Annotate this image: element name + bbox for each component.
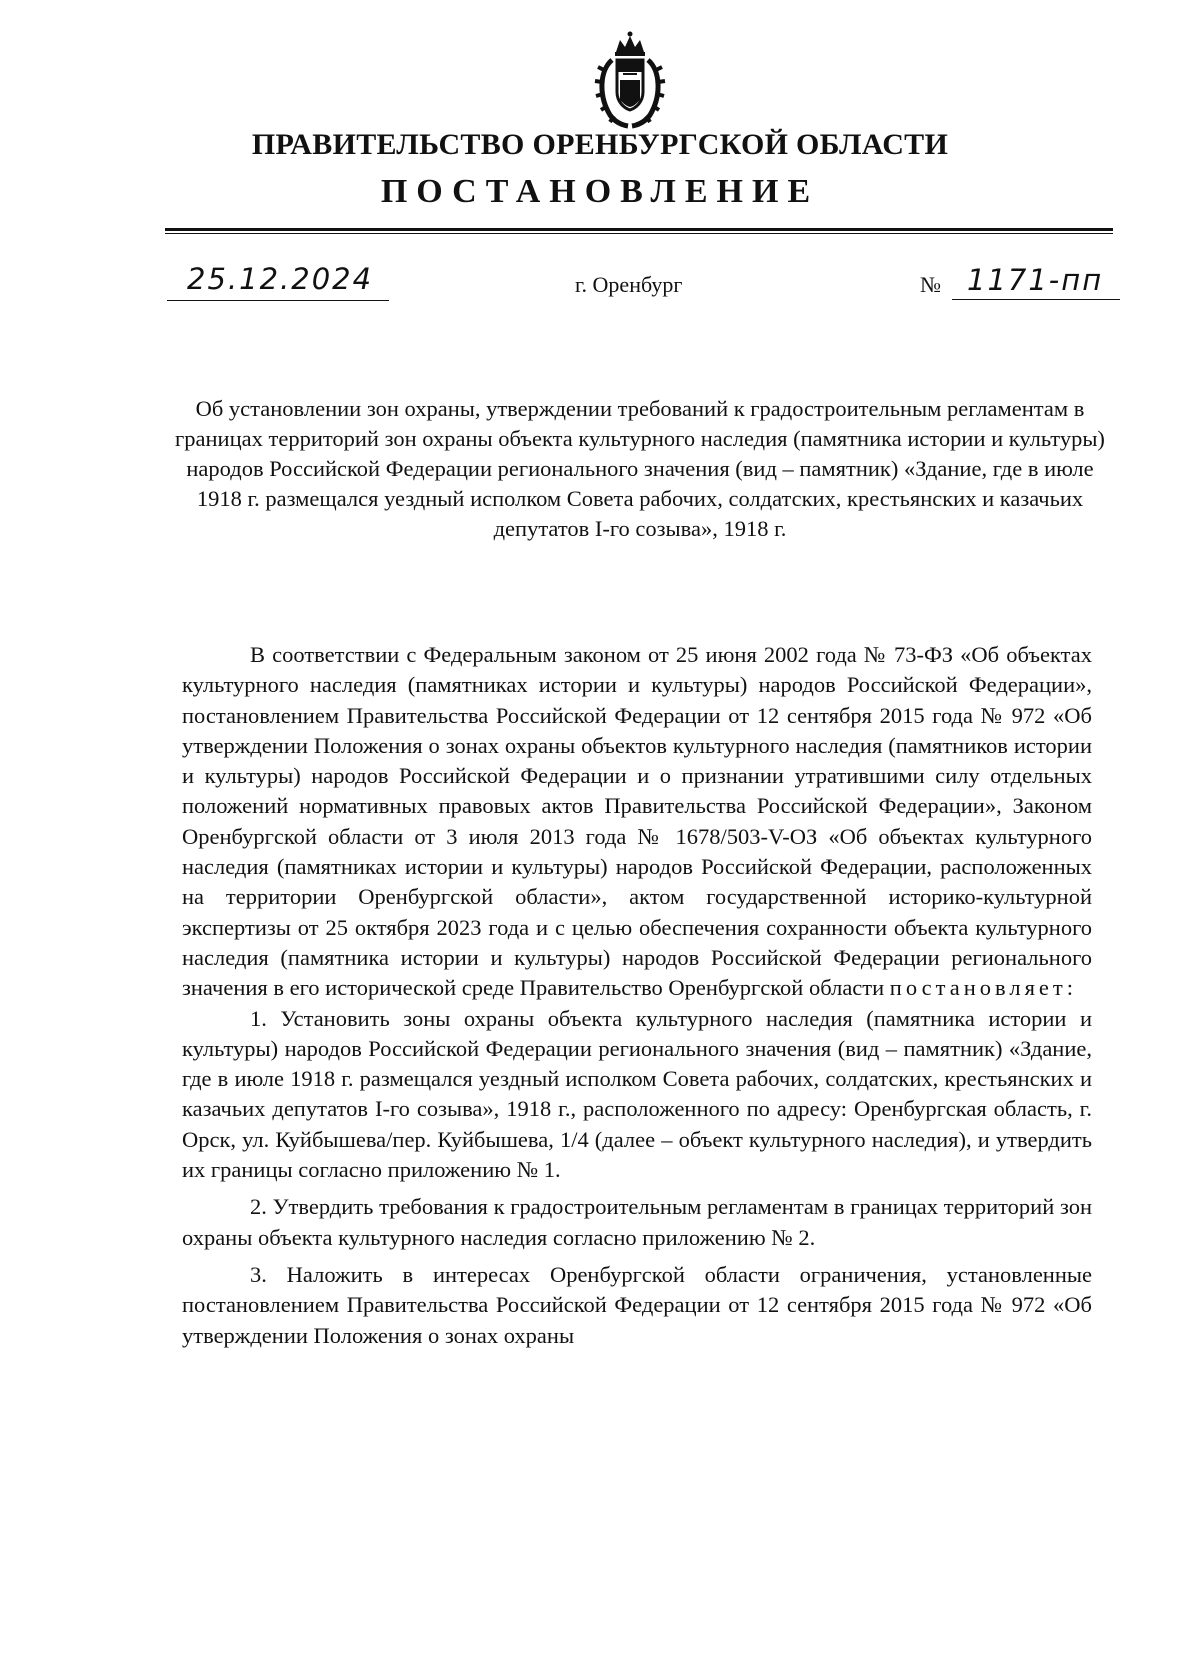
coat-of-arms-icon: [590, 30, 670, 130]
clause-1: 1. Установить зоны охраны объекта культурного наследия (памятника истории и культуры) народов Российской Федерации регионального значения (вид – памятник) «Здание, где в июле 1918 г. размещался уездный исполком Совета рабочих, солдатских, крестьянских и казачьих депутатов I-го созыва», 1918 г., расположенного по адресу: Оренбургская область, г. Орск, ул. Куйбышева/пер. Куйбышева, 1/4 (далее – объект культурного наследия), и утвердить их границы согласно приложению № 1.: [182, 1005, 1092, 1183]
header-rule: [165, 228, 1113, 231]
clause-2: 2. Утвердить требования к градостроительным регламентам в границах территорий зон охраны объекта культурного наследия согласно приложению № 2.: [182, 1194, 1092, 1250]
handwritten-number: 1171-пп: [967, 263, 1104, 297]
document-type: ПОСТАНОВЛЕНИЕ: [380, 173, 820, 210]
header-rule-thin: [165, 233, 1113, 234]
number-label: №: [920, 272, 941, 297]
date-field: [167, 250, 389, 301]
preamble: [182, 640, 1092, 1004]
number-field: [920, 250, 1120, 300]
document-title: Об установлении зон охраны, утверждении требований к градостроительным регламентам в границах территорий зон охраны объекта культурного наследия (памятника истории и культуры) народов Российской Федерации регионального значения (вид – памятник) «Здание, где в июле 1918 г. размещался уездный исполком Совета рабочих, солдатских, крестьянских и казачьих депутатов I-го созыва», 1918 г.: [175, 396, 1105, 541]
organization-name: ПРАВИТЕЛЬСТВО ОРЕНБУРГСКОЙ ОБЛАСТИ: [251, 128, 949, 161]
clause-3: 3. Наложить в интересах Оренбургской области ограничения, установленные постановлением Правительства Российской Федерации от 12 сентября 2015 года № 972 «Об утверждении Положения о зонах охраны: [182, 1261, 1092, 1348]
number-line: [952, 253, 1120, 300]
city: г. Оренбург: [575, 272, 683, 297]
document-body: [182, 640, 1092, 1351]
handwritten-date: 25.12.2024: [187, 262, 374, 296]
preamble-text: В соответствии с Федеральным законом от 25 июня 2002 года № 73-ФЗ «Об объектах культурного наследия (памятниках истории и культуры) народов Российской Федерации», постановлением Правительства Российской Федерации от 12 сентября 2015 года № 972 «Об утверждении Положения о зонах охраны объектов культурного наследия (памятников истории и культуры) народов Российской Федерации и о признании утратившими силу отдельных положений нормативных правовых актов Правительства Российской Федерации», Законом Оренбургской области от 3 июля 2013 года № 1678/503-V-ОЗ «Об объектах культурного наследия (памятниках истории и культуры) народов Российской Федерации, расположенных на территории Оренбургской области», актом государственной историко-культурной экспертизы от 25 октября 2023 года и с целью обеспечения сохранности объекта культурного наследия (памятника истории и культуры) народов Российской Федерации регионального значения в его исторической среде Правительство Оренбургской области: [182, 642, 1092, 1001]
resolves-colon: :: [1066, 975, 1074, 1001]
resolves-word: постановляет: [889, 975, 1067, 1001]
